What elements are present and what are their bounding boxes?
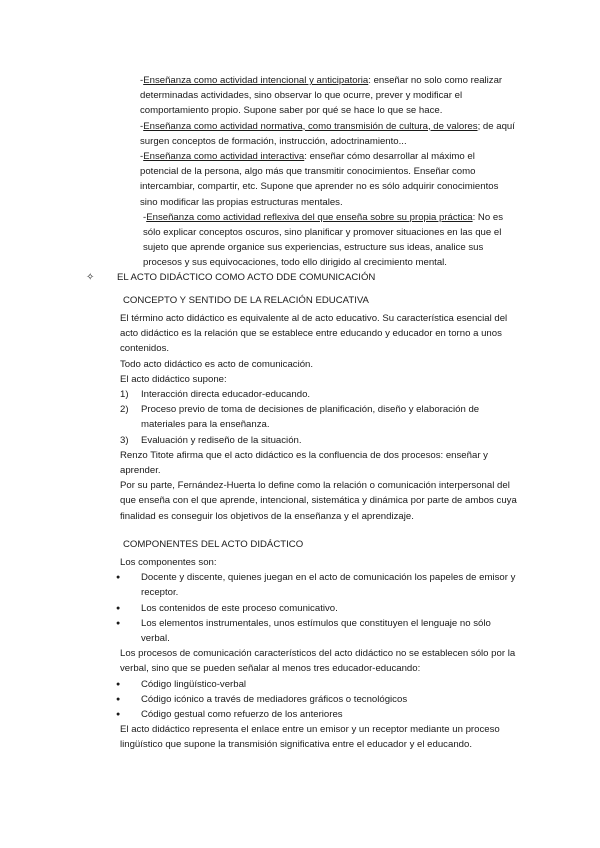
codes-list bbox=[116, 677, 518, 723]
list-item bbox=[120, 433, 518, 448]
bullet-icon: ● bbox=[116, 604, 121, 612]
paragraph: Los componentes son: bbox=[120, 557, 217, 568]
bullet-icon: ● bbox=[116, 695, 121, 703]
bullet-icon: ● bbox=[116, 574, 121, 582]
list-number: 2) bbox=[120, 404, 129, 416]
components-section bbox=[123, 537, 518, 552]
concept-heading: CONCEPTO Y SENTIDO DE LA RELACIÓN EDUCATIVA bbox=[123, 295, 369, 306]
definition-title: Enseñanza como actividad normativa, como transmisión de cultura, de valores bbox=[143, 120, 478, 132]
diamond-bullet-icon: ✧ bbox=[86, 272, 95, 283]
components-body bbox=[116, 555, 518, 753]
paragraph: El acto didáctico supone: bbox=[120, 373, 227, 385]
list-item bbox=[120, 387, 518, 402]
paragraph: Renzo Titote afirma que el acto didáctico es la confluencia de dos procesos: enseñar y aprender. bbox=[120, 449, 488, 477]
list-item-text: Interacción directa educador-educando. bbox=[141, 389, 311, 401]
list-item-text: Código icónico a través de mediadores gráficos o tecnológicos bbox=[141, 693, 408, 705]
definition-text: : No es sólo explicar conceptos oscuros, sino planificar y promover situaciones en las que el sujeto que aprende organice sus experiencias, estructure sus ideas, analice sus procesos y sus equivocaciones, todo ello dirigido al crecimiento mental. bbox=[143, 211, 503, 269]
definition-text: : enseñar no solo como realizar determinadas actividades, sino observar lo que ocurre, prever y modificar el comportamiento propio. Supone saber por qué se hace lo que se hace. bbox=[140, 75, 503, 117]
definition-title: Enseñanza como actividad intencional y anticipatoria bbox=[143, 75, 369, 86]
components-heading: COMPONENTES DEL ACTO DIDÁCTICO bbox=[123, 539, 304, 550]
concept-body bbox=[120, 311, 518, 524]
section-heading-text: EL ACTO DIDÁCTICO COMO ACTO DDE COMUNICACIÓN bbox=[117, 272, 376, 283]
paragraph: Todo acto didáctico es acto de comunicación. bbox=[120, 358, 314, 370]
bullet-icon: ● bbox=[116, 680, 121, 688]
paragraph: Por su parte, Fernández-Huerta lo define como la relación o comunicación interpersonal del que enseña con el que aprende, intencional, sistemática y dinámica por parte de ambos cuya finalidad es conseguir los objetivos de la enseñanza y el aprendizaje. bbox=[120, 480, 517, 522]
definition-interactive: -Enseñanza como actividad interactiva: enseñar cómo desarrollar al máximo el potencial de la persona, algo más que transmitir conocimientos. Enseñar como intercambiar, compartir, etc. Supone que aprender no es sólo adquirir conocimientos sino modificar las propias estructuras mentales. bbox=[140, 151, 499, 208]
list-item bbox=[116, 616, 518, 646]
definition-title: Enseñanza como actividad reflexiva del que enseña sobre su propia práctica bbox=[146, 211, 473, 223]
numbered-list bbox=[120, 387, 518, 448]
list-item bbox=[116, 707, 518, 722]
definition-normative: -Enseñanza como actividad normativa, como transmisión de cultura, de valores; de aquí surgen conceptos de formación, instrucción, adoctrinamiento... bbox=[140, 120, 515, 147]
definition-title: Enseñanza como actividad interactiva bbox=[143, 151, 305, 163]
paragraph: Los procesos de comunicación característicos del acto didáctico no se establecen sólo por la verbal, sino que se pueden señalar al menos tres educador-educando: bbox=[120, 648, 516, 675]
list-item bbox=[116, 692, 518, 707]
list-item-text: Docente y discente, quienes juegan en el acto de comunicación los papeles de emisor y receptor. bbox=[141, 572, 516, 599]
bullet-list bbox=[116, 570, 518, 646]
list-item-text: Evaluación y rediseño de la situación. bbox=[141, 434, 302, 446]
bullet-icon: ● bbox=[116, 711, 121, 719]
paragraph: El acto didáctico representa el enlace entre un emisor y un receptor mediante un proceso lingüístico que supone la transmisión significativa entre el educador y el educando. bbox=[120, 724, 500, 751]
list-item-text: Los contenidos de este proceso comunicativo. bbox=[141, 602, 338, 614]
list-item-text: Proceso previo de toma de decisiones de planificación, diseño y elaboración de materiales para la enseñanza. bbox=[141, 404, 480, 431]
list-item bbox=[116, 601, 518, 616]
list-number: 3) bbox=[120, 434, 129, 446]
definition-text: ; de aquí surgen conceptos de formación, instrucción, adoctrinamiento... bbox=[140, 120, 515, 147]
list-item-text: Código gestual como refuerzo de los anteriores bbox=[141, 709, 343, 721]
list-item-text: Código lingüístico-verbal bbox=[141, 678, 247, 690]
definition-text: : enseñar cómo desarrollar al máximo el potencial de la persona, algo más que transmitir conocimientos. Enseñar como intercambiar, compartir, etc. Supone que aprender no es sólo adquirir conocimientos sino modificar las propias estructuras mentales. bbox=[140, 151, 499, 208]
list-item bbox=[116, 570, 518, 600]
section-heading bbox=[86, 270, 517, 285]
list-item bbox=[116, 677, 518, 692]
definition-intentional: -Enseñanza como actividad intencional y anticipatoria: enseñar no solo como realizar determinadas actividades, sino observar lo que ocurre, prever y modificar el comportamiento propio. Supone saber por qué se hace lo que se hace. bbox=[140, 75, 503, 117]
definition-reflexive: -Enseñanza como actividad reflexiva del que enseña sobre su propia práctica: No es sólo explicar conceptos oscuros, sino planificar y promover situaciones en las que el sujeto que aprende organice sus experiencias, estructure sus ideas, analice sus procesos y sus equivocaciones, todo ello dirigido al crecimiento mental. bbox=[143, 211, 503, 269]
list-number: 1) bbox=[120, 389, 129, 401]
bullet-icon: ● bbox=[116, 619, 121, 627]
list-item-text: Los elementos instrumentales, unos estímulos que constituyen el lenguaje no sólo verbal. bbox=[141, 617, 491, 645]
list-item bbox=[120, 402, 518, 432]
concept-section bbox=[123, 293, 518, 308]
teaching-definitions bbox=[140, 73, 515, 271]
paragraph: El término acto didáctico es equivalente al de acto educativo. Su característica esencial del acto didáctico es la relación que se establece entre educando y educador en torno a unos contenidos. bbox=[120, 313, 508, 355]
